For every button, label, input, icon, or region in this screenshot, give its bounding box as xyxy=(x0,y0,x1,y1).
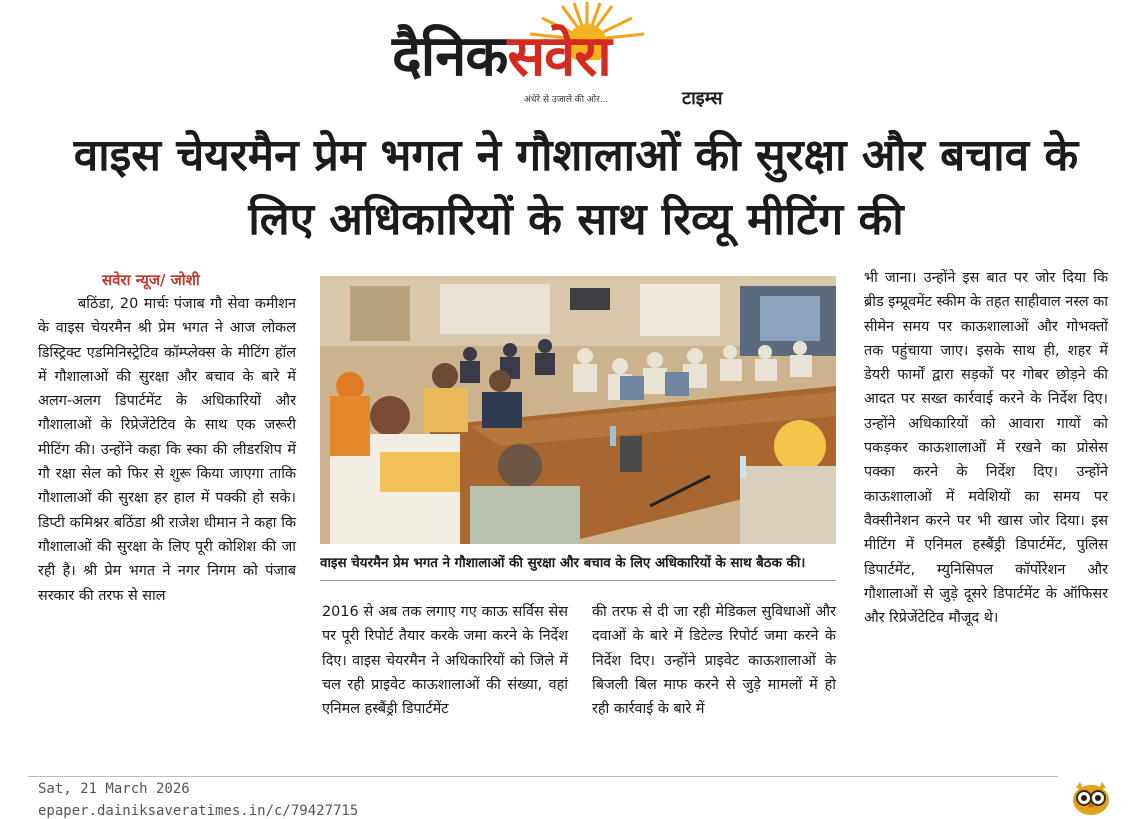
owl-icon xyxy=(1070,780,1112,816)
logo-word-savera: सवेरा xyxy=(507,24,611,89)
article-column-1 xyxy=(38,268,296,608)
article-headline: वाइस चेयरमैन प्रेम भगत ने गौशालाओं की सुरक्षा और बचाव के लिए अधिकारियों के साथ रिव्यू मीटिंग की xyxy=(73,130,1079,245)
article-column-4 xyxy=(864,266,1108,630)
logo-tagline: अंधेरे से उजाले की ओर... xyxy=(524,95,609,105)
column-1-text: बठिंडा, 20 मार्चः पंजाब गौ सेवा कमीशन के वाइस चेयरमैन श्री प्रेम भगत ने आज लोकल डिस्ट्रिक्ट एडमिनिस्ट्रेटिव कॉम्प्लेक्स के मीटिंग हॉल में गौशालाओं की सुरक्षा और बचाव के बारे में अलग-अलग डिपार्टमेंट के अधिकारियों और गौशालाओं के रिप्रेजेंटेटिव के साथ एक जरूरी मीटिंग की। उन्होंने कहा कि स्का की लीडरशिप में गौ रक्षा सेल को फिर से शुरू किया जाएगा ताकि गौशालाओं की सुरक्षा हर हाल में पक्की हो सके। डिप्टी कमिश्नर बठिंडा श्री राजेश धीमान ने कहा कि गौशालाओं की सुरक्षा के लिए पूरी कोशिश की जा रही है। श्री प्रेम भगत ने नगर निगम को पंजाब सरकार की तरफ से साल xyxy=(38,296,296,604)
column-4-text: भी जाना। उन्होंने इस बात पर जोर दिया कि ब्रीड इम्प्रूवमेंट स्कीम के तहत साहीवाल नस्ल का सीमेन समय पर काऊशालाओं और गोभक्तों तक पहुंचाया जाए। इसके साथ ही, शहर में डेयरी फार्मों द्वारा सड़कों पर गोबर छोड़ने की आदत पर सख्त कार्रवाई करने के निर्देश दिए। उन्होंने अधिकारियों को आवारा गायों को पकड़कर काऊशालाओं में रखने का प्रोसेस पक्का करने के निर्देश दिए। उन्होंने काऊशालाओं में मवेशियों का समय पर वैक्सीनेशन करने पर भी खास जोर दिया। इस मीटिंग में एनिमल हस्बैंड्री डिपार्टमेंट, पुलिस डिपार्टमेंट, म्युनिसिपल कॉर्पोरेशन और गौशालाओं से जुड़े दूसरे डिपार्टमेंट के ऑफिसर और रिप्रेजेंटेटिव मौजूद थे। xyxy=(864,270,1108,627)
column-3-text: की तरफ से दी जा रही मेडिकल सुविधाओं और दवाओं के बारे में डिटेल्ड रिपोर्ट जमा करने के निर्देश दिए। उन्होंने प्राइवेट काऊशालाओं के बिजली बिल माफ करने से जुड़े मामलों में हो रही कार्रवाई के बारे में xyxy=(592,604,836,718)
caption-divider xyxy=(320,580,836,581)
epaper-link[interactable]: epaper.dainiksaveratimes.in/c/79427715 xyxy=(38,803,359,819)
column-2-text: 2016 से अब तक लगाए गए काऊ सर्विस सेस पर पूरी रिपोर्ट तैयार करके जमा करने के निर्देश दिए। वाइस चेयरमैन ने अधिकारियों को जिले में चल रही प्राइवेट काऊशालाओं की संख्या, वहां एनिमल हस्बैंड्री डिपार्टमेंट xyxy=(322,604,568,718)
article-column-2 xyxy=(322,600,568,721)
logo-word-dainik: दैनिक xyxy=(392,24,508,89)
logo-wordmark xyxy=(392,22,611,92)
footer-divider xyxy=(28,776,1058,777)
byline: सवेरा न्यूज/ जोशी xyxy=(102,271,200,289)
meeting-photo xyxy=(320,276,836,544)
masthead xyxy=(0,0,1144,118)
logo-sub-times: टाइम्स xyxy=(682,88,723,109)
meeting-photo-illustration xyxy=(320,276,836,544)
article-column-3 xyxy=(592,600,836,721)
publication-date: Sat, 21 March 2026 xyxy=(38,781,190,797)
photo-caption: वाइस चेयरमैन प्रेम भगत ने गौशालाओं की सुरक्षा और बचाव के लिए अधिकारियों के साथ बैठक की। xyxy=(320,556,806,571)
newspaper-logo xyxy=(392,0,762,115)
